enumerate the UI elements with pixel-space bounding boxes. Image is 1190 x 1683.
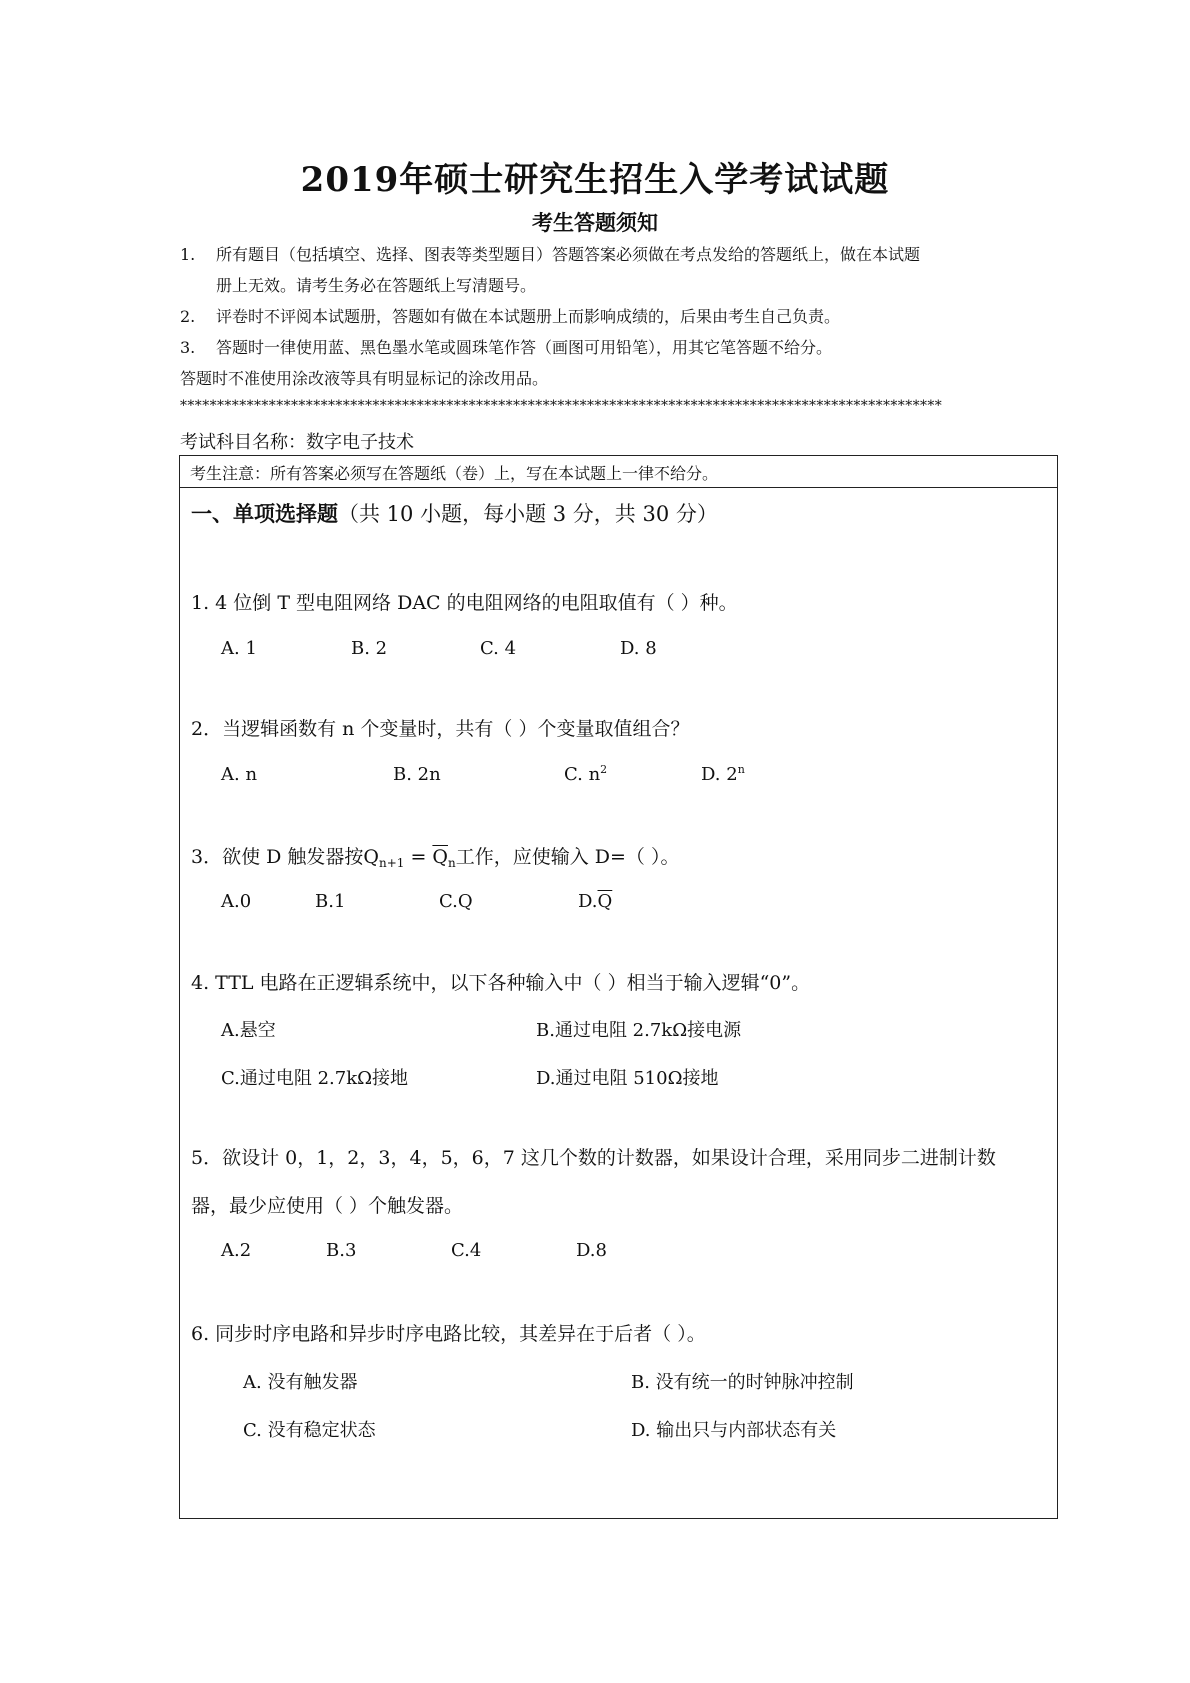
q6-option-c: C. 没有稳定状态: [243, 1420, 376, 1441]
q1-option-a: A. 1: [221, 638, 257, 659]
instructions-heading: 考生答题须知: [532, 210, 658, 235]
q5-option-a: A.2: [221, 1240, 252, 1261]
q4-option-c: C.通过电阻 2.7kΩ接地: [221, 1068, 409, 1089]
section-note: （共 10 小题，每小题 3 分，共 30 分）: [338, 502, 718, 526]
instruction-1-line-1: 所有题目（包括填空、选择、图表等类型题目）答题答案必须做在考点发给的答题纸上，做在本试题: [216, 245, 921, 264]
q3-option-d: $D.\overline{Q}$: [578, 891, 613, 912]
frame-notice: 考生注意：所有答案必须写在答题纸（卷）上，写在本试题上一律不给分。: [190, 464, 719, 483]
instruction-2-number: 2.: [180, 307, 196, 326]
q3-option-c: C.Q: [439, 891, 473, 912]
exam-title: 2019年硕士研究生招生入学考试试题: [300, 160, 890, 200]
q1-option-d: D. 8: [620, 638, 657, 659]
separator-line: *******************************************************************************************************: [180, 398, 943, 414]
question-1: 1. 4 位倒 T 型电阻网络 DAC 的电阻网络的电阻取值有（ ）种。: [191, 592, 738, 614]
section-heading: [191, 498, 718, 528]
question-6: 6. 同步时序电路和异步时序电路比较，其差异在于后者（ ）。: [191, 1323, 706, 1345]
instruction-3-number: 3.: [180, 338, 196, 357]
q2-option-b: B. 2n: [393, 764, 441, 785]
q6-option-b: B. 没有统一的时钟脉冲控制: [631, 1372, 854, 1393]
q3-option-b: B.1: [315, 891, 346, 912]
instruction-extra: 答题时不准使用涂改液等具有明显标记的涂改用品。: [180, 369, 549, 388]
question-2: 2．当逻辑函数有 n 个变量时，共有（ ）个变量取值组合？: [191, 718, 690, 740]
question-4: 4. TTL 电路在正逻辑系统中，以下各种输入中（ ）相当于输入逻辑“0”。: [191, 972, 811, 994]
instruction-2-text: 评卷时不评阅本试题册，答题如有做在本试题册上而影响成绩的，后果由考生自己负责。: [216, 307, 841, 326]
q4-option-a: A.悬空: [221, 1020, 276, 1041]
exam-subject: 考试科目名称：数字电子技术: [180, 432, 414, 453]
q5-option-c: C.4: [451, 1240, 482, 1261]
instruction-3-text: 答题时一律使用蓝、黑色墨水笔或圆珠笔作答（画图可用铅笔），用其它笔答题不给分。: [216, 338, 833, 357]
q1-option-b: B. 2: [351, 638, 388, 659]
question-5-line-1: 5．欲设计 0，1，2，3，4，5，6，7 这几个数的计数器，如果设计合理，采用同步二进制计数: [191, 1147, 996, 1169]
question-frame: [179, 455, 1058, 1519]
q2-option-c: C. $n^2$: [564, 763, 608, 785]
q4-option-d: D.通过电阻 510Ω接地: [536, 1068, 719, 1089]
q2-option-d: D. 2$^n$: [701, 763, 745, 785]
q3-prefix: 3．欲使 D 触发器按: [191, 846, 364, 868]
q6-option-a: A. 没有触发器: [243, 1372, 358, 1393]
question-3: [191, 842, 679, 869]
question-5-line-2: 器，最少应使用（ ）个触发器。: [191, 1195, 464, 1217]
section-title: 一、单项选择题: [191, 501, 338, 526]
q1-option-c: C. 4: [480, 638, 517, 659]
q3-option-a: A.0: [221, 891, 252, 912]
q2-option-a: A. n: [221, 764, 258, 785]
instruction-1-line-2: 册上无效。请考生务必在答题纸上写清题号。: [216, 276, 537, 295]
q5-option-b: B.3: [326, 1240, 357, 1261]
q4-option-b: B.通过电阻 2.7kΩ接电源: [536, 1020, 742, 1041]
q6-option-d: D. 输出只与内部状态有关: [631, 1420, 837, 1441]
frame-header: [180, 456, 1057, 488]
q5-option-d: D.8: [576, 1240, 607, 1261]
instruction-1-number: 1.: [180, 245, 196, 264]
q3-suffix: 工作，应使输入 D=（ ）。: [455, 846, 680, 868]
q3-formula: $Q_{n+1} = \overline{Q}_n$: [363, 846, 456, 870]
